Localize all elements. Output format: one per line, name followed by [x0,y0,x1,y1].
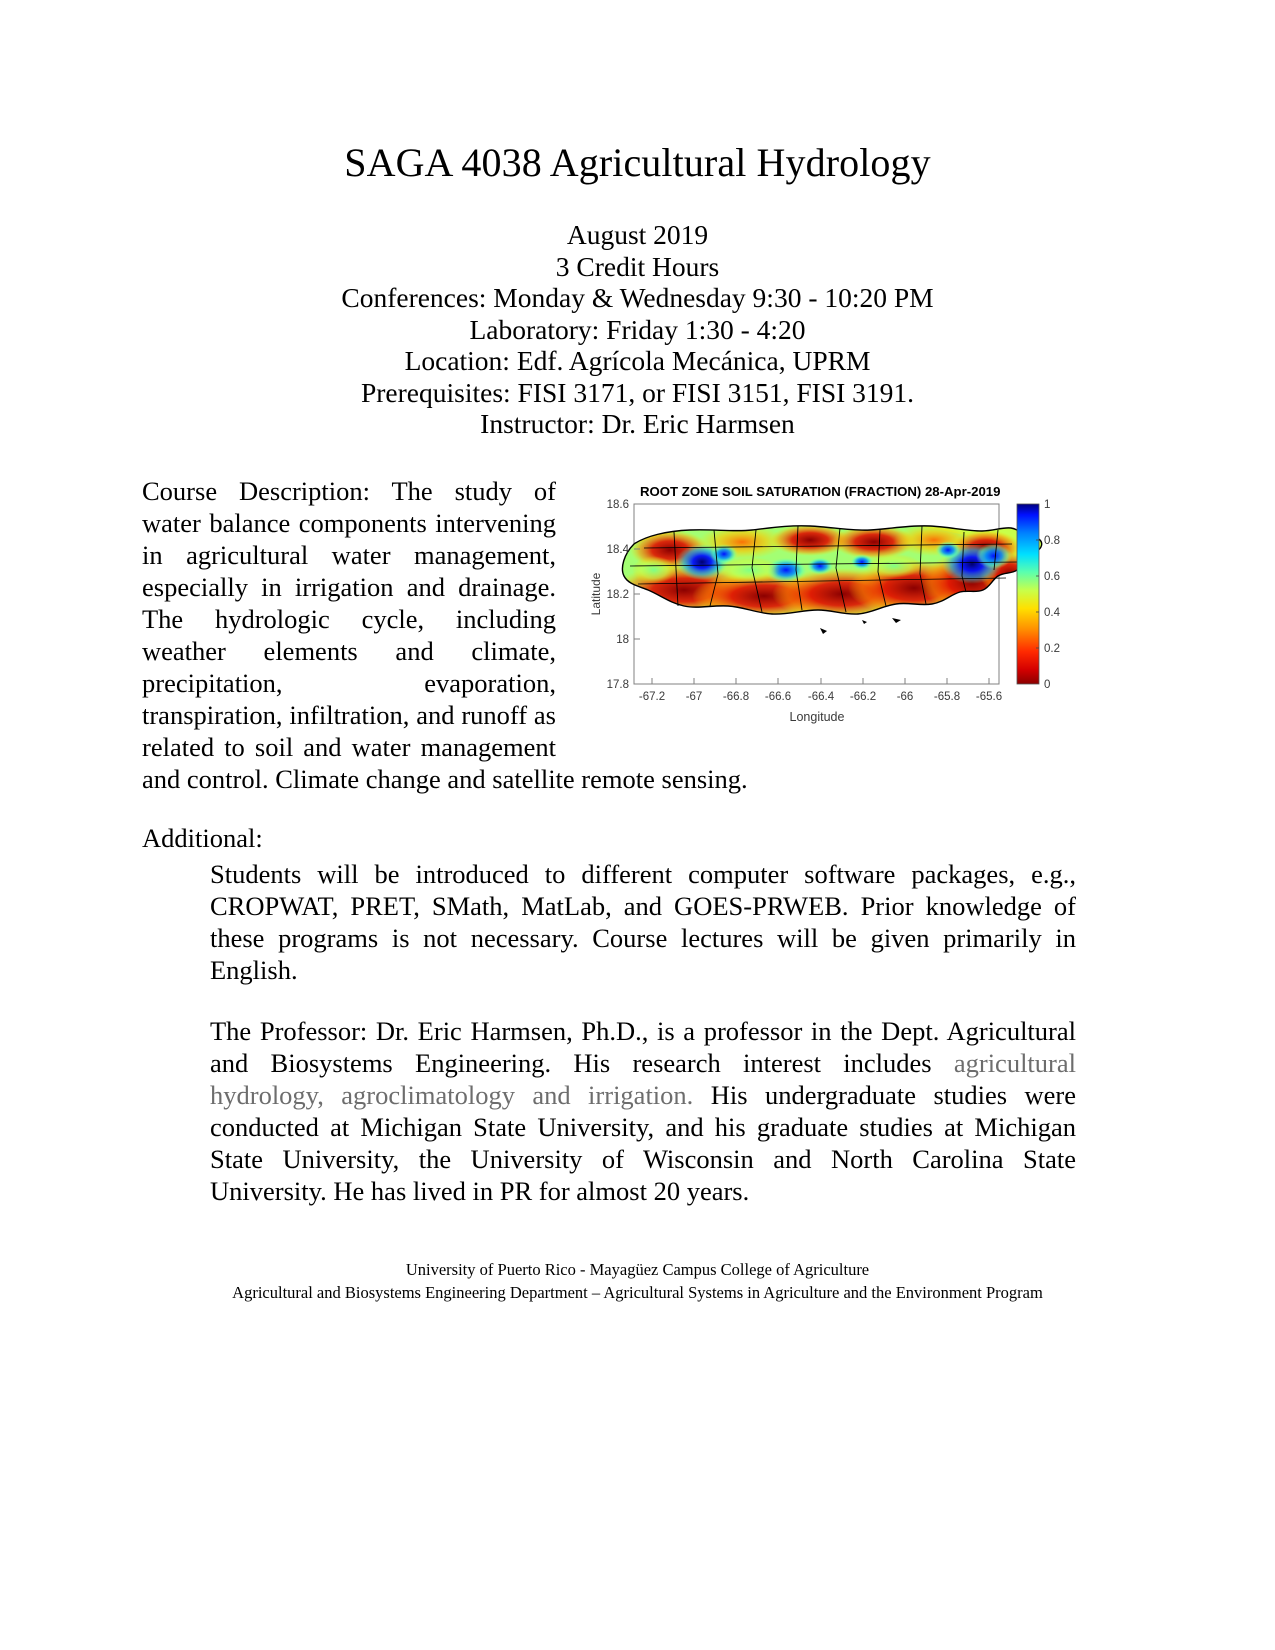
ytick-label: 18 [616,634,629,646]
colorbar-tick-label: 0.8 [1044,535,1060,547]
header-line-credits: 3 Credit Hours [555,250,720,282]
header-line-laboratory: Laboratory: Friday 1:30 - 4:20 [469,313,806,345]
page-title: SAGA 4038 Agricultural Hydrology [344,140,931,185]
students-paragraph: Students will be introduced to different computer software packages, e.g., CROPWAT, PRET, SMath, MatLab, and GOES-PRWEB. Prior knowledge of these programs is not necessary. Course lectures will be given primarily in English. [210,859,1076,985]
xtick-label: -67.2 [638,691,666,703]
colorbar-tick-label: 0.2 [1044,643,1060,655]
figure-canvas [574,478,1076,728]
soil-saturation-figure [574,478,1076,728]
xtick-label: -66.4 [807,691,835,703]
professor-text-part1: The Professor: Dr. Eric Harmsen, Ph.D., is a professor in the Dept. Agricultural and Biosystems Engineering. His research interest includes [210,1016,1076,1078]
colorbar-gradient [1017,504,1039,684]
header-line-instructor: Instructor: Dr. Eric Harmsen [480,408,795,439]
ytick-label: 17.8 [606,679,629,691]
x-axis-label: Longitude [789,710,845,724]
course-description-section [142,475,1076,795]
xtick-label: -66.8 [722,691,750,703]
ytick-label: 18.4 [606,544,629,556]
header-line-date: August 2019 [566,219,709,250]
colorbar-tick-label: 0 [1044,679,1051,691]
page-footer [0,1258,1275,1304]
x-axis [639,678,1002,724]
professor-text-part2: His undergraduate studies were conducted at Michigan State University, and his graduate studies at Michigan State University, the University of Wisconsin and North Carolina State University. He has lived in PR for almost 20 years. [210,1080,1076,1206]
professor-research-interests: agricultural hydrology, agroclimatology and irrigation. [210,1048,1076,1110]
xtick-label: -66.6 [764,691,792,703]
colorbar [1017,499,1061,691]
header-line-location: Location: Edf. Agrícola Mecánica, UPRM [404,345,871,376]
xtick-label: -66 [896,691,914,703]
course-description-text: Course Description: The study of water balance components intervening in agricultural water management, especially in irrigation and drainage. The hydrologic cycle, including weather elements and climate, precipitation, evaporation, transpiration, infiltration, and runoff as related to soil and water management and control. Climate change and satellite remote sensing. [142,476,748,794]
y-axis [589,499,640,691]
professor-paragraph [210,1015,1076,1207]
footer-line-university: University of Puerto Rico - Mayagüez Campus College of Agriculture [405,1260,870,1279]
colorbar-tick-label: 1 [1044,499,1051,511]
colorbar-tick-label: 0.6 [1044,571,1060,583]
chart-title: ROOT ZONE SOIL SATURATION (FRACTION) 28-Apr-2019 [640,484,1001,499]
header-line-conferences: Conferences: Monday & Wednesday 9:30 - 10:20 PM [341,282,934,313]
y-axis-label: Latitude [589,572,603,616]
footer-line-department: Agricultural and Biosystems Engineering Department – Agricultural Systems in Agriculture and the Environment Program [232,1283,1043,1302]
soil-saturation-map-svg [574,478,1076,728]
xtick-label: -65.8 [933,691,961,703]
ytick-label: 18.6 [606,499,629,511]
xtick-label: -67 [685,691,703,703]
ytick-label: 18.2 [606,589,629,601]
additional-label: Additional: [142,823,263,853]
xtick-label: -66.2 [849,691,877,703]
xtick-label: -65.6 [975,691,1003,703]
colorbar-tick-label: 0.4 [1044,607,1060,619]
course-header-block [0,219,1275,440]
header-line-prerequisites: Prerequisites: FISI 3171, or FISI 3151, FISI 3191. [360,376,915,408]
